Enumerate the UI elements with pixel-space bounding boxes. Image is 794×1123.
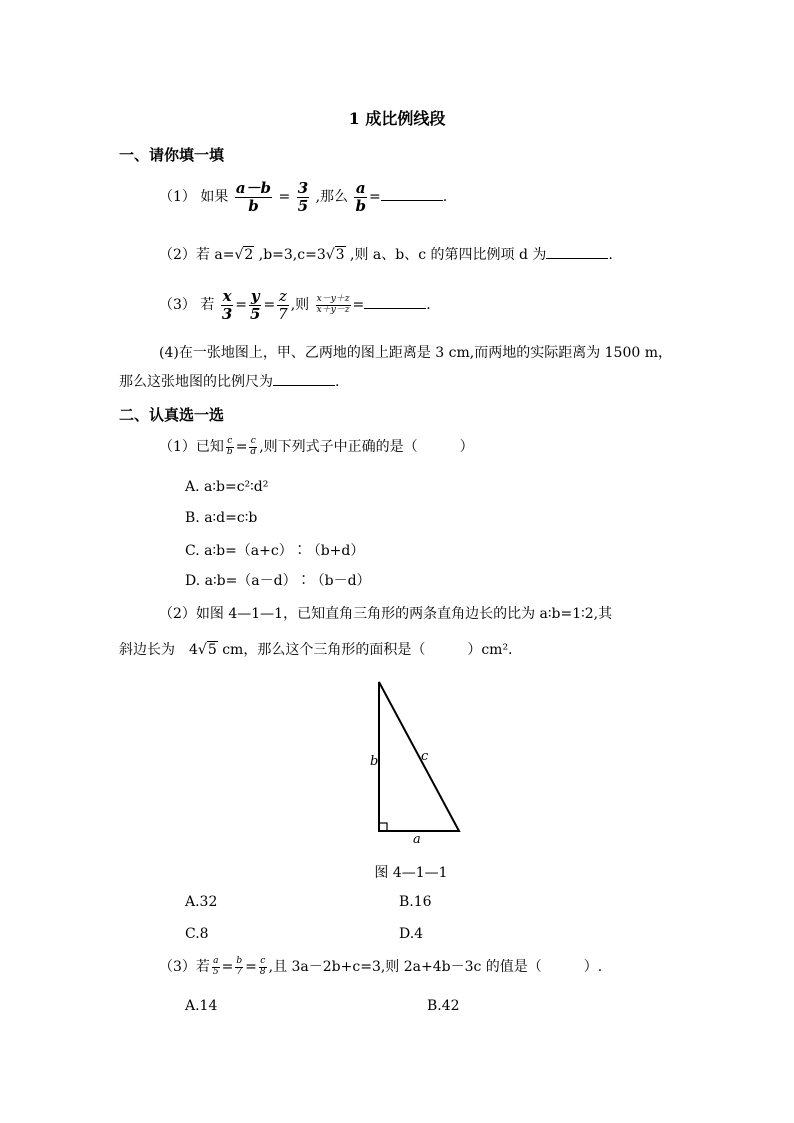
- option-b[interactable]: B. a∶d=c∶b: [185, 510, 258, 526]
- question-text: 已知: [195, 439, 224, 455]
- radicand: 5: [207, 642, 217, 658]
- fraction-denominator: 7: [236, 966, 243, 977]
- fraction: [259, 957, 267, 978]
- question-text: (4)在一张地图上，甲、乙两地的图上距离是 3 cm,而两地的实际距离为 1500 m，那么这张地图的比例尺为: [119, 345, 673, 390]
- question-number: （1）: [159, 189, 196, 205]
- option-c[interactable]: C.8: [185, 926, 209, 942]
- figure-caption: 图 4—1—1: [374, 865, 448, 881]
- fraction-denominator: b: [355, 196, 366, 215]
- option-b[interactable]: B.16: [399, 894, 432, 910]
- period: .: [608, 247, 613, 263]
- fraction-numerator: a－b: [235, 179, 272, 197]
- radicand: 3: [335, 247, 345, 263]
- fraction-numerator: x－y＋z: [316, 293, 350, 304]
- fraction-denominator: b: [248, 196, 259, 215]
- fraction-denominator: 8: [259, 966, 266, 977]
- fraction: [235, 180, 272, 214]
- fraction-numerator: c: [227, 435, 233, 446]
- radicand: 2: [244, 247, 254, 263]
- fraction-denominator: 7: [278, 304, 288, 323]
- equals-sign: =: [278, 189, 291, 205]
- question-text: ,则: [290, 297, 310, 313]
- question-choice-2-cont: [119, 639, 513, 659]
- fraction-denominator: 5: [297, 196, 309, 215]
- fraction-numerator: a: [355, 179, 366, 197]
- fraction: [221, 288, 233, 322]
- question-text: 若: [200, 297, 215, 313]
- question-text: 如果: [200, 189, 229, 205]
- fraction-numerator: a: [213, 955, 219, 966]
- right-triangle-figure: [360, 676, 470, 846]
- question-number: （1）: [159, 439, 196, 455]
- side-label-c: c: [421, 749, 429, 764]
- period: .: [442, 189, 448, 205]
- question-number: （3）: [159, 959, 196, 975]
- fraction-numerator: c: [250, 435, 256, 446]
- question-text: 若: [195, 959, 210, 975]
- option-a[interactable]: A. a∶b=c²∶d²: [185, 479, 269, 495]
- equals-sign: =: [352, 297, 365, 313]
- option-b[interactable]: B.42: [427, 998, 460, 1014]
- question-text: ,则 a、b、c 的第四比例项 d 为: [345, 247, 547, 263]
- answer-blank[interactable]: [273, 373, 335, 386]
- question-fill-3: （3） 若 $\frac{x}{3}$ = $\frac{y}{5}$ = $\frac{z}{7}$ ,则 $\frac{x-y+z}{x+y-z}$ = .: [159, 287, 431, 323]
- question-fill-1: [159, 180, 447, 214]
- section-heading-choice: 二、认真选一选: [119, 406, 225, 424]
- question-text: ,b=3,c=3: [254, 247, 326, 263]
- period: .: [335, 374, 340, 390]
- option-d[interactable]: D. a∶b=（a－d）∶（b－d）: [185, 573, 371, 589]
- fraction-numerator: 3: [297, 179, 309, 197]
- fraction-denominator: b: [226, 446, 233, 457]
- option-a[interactable]: A.14: [185, 998, 218, 1014]
- answer-blank[interactable]: [546, 246, 608, 259]
- option-c[interactable]: C. a∶b=（a+c）∶（b+d）: [185, 543, 365, 559]
- question-number: （2）: [159, 247, 196, 263]
- fraction-denominator: 5: [212, 966, 219, 977]
- fraction-numerator: b: [236, 955, 243, 966]
- answer-blank[interactable]: [381, 188, 443, 201]
- question-text: 斜边长为 4: [119, 642, 198, 658]
- fraction: [249, 437, 257, 458]
- fraction: [235, 957, 243, 978]
- fraction-numerator: c: [260, 955, 266, 966]
- fraction: [249, 288, 261, 322]
- fraction-numerator: x: [222, 287, 232, 305]
- question-text: 若 a=: [195, 247, 235, 263]
- side-label-b: b: [370, 754, 379, 769]
- question-text: ,那么: [315, 189, 349, 205]
- option-d[interactable]: D.4: [399, 926, 424, 942]
- question-fill-2: [159, 244, 613, 264]
- page-title: 1 成比例线段: [348, 109, 446, 128]
- equals-sign: =: [368, 189, 381, 205]
- triangle-outline: [379, 682, 459, 831]
- fraction: [354, 180, 367, 214]
- question-text: ,则下列式子中正确的是（ ）: [259, 439, 474, 455]
- question-fill-4: [119, 339, 679, 397]
- sqrt-sign: √: [234, 247, 244, 263]
- fraction-numerator: z: [278, 287, 287, 305]
- answer-blank[interactable]: [364, 296, 426, 309]
- fraction: [277, 288, 289, 322]
- fraction: [226, 437, 234, 458]
- option-a[interactable]: A.32: [185, 894, 218, 910]
- period: .: [426, 297, 431, 313]
- question-choice-2: （2）如图 4—1—1，已知直角三角形的两条直角边长的比为 a∶b=1∶2,其: [159, 606, 613, 622]
- fraction-denominator: 5: [250, 304, 261, 323]
- fraction-numerator: y: [250, 287, 260, 305]
- fraction-denominator: x＋y－z: [316, 304, 350, 315]
- fraction: [316, 295, 351, 316]
- question-choice-3: （3）若 $\frac{a}{5}$ = $\frac{b}{7}$ = $\frac{c}{8}$ ,且 3a－2b+c=3,则 2a+4b－3c 的值是（ ）.: [159, 955, 603, 977]
- section-heading-fill: 一、请你填一填: [119, 146, 225, 164]
- question-text: ,且 3a－2b+c=3,则 2a+4b－3c 的值是（ ）.: [268, 959, 603, 975]
- question-text: cm，那么这个三角形的面积是（ ）cm².: [217, 642, 513, 658]
- question-number: （3）: [159, 297, 196, 313]
- question-choice-1: （1）已知 $\frac{c}{b}$ = $\frac{c}{d}$ ,则下列式子中正确的是（ ）: [159, 435, 474, 457]
- sqrt-sign: √: [325, 247, 335, 263]
- fraction-denominator: d: [250, 446, 257, 457]
- fraction: [297, 180, 309, 214]
- sqrt-sign: √: [197, 642, 207, 658]
- side-label-a: a: [413, 832, 421, 846]
- fraction: [212, 957, 220, 978]
- fraction-denominator: 3: [221, 304, 233, 323]
- right-angle-mark: [379, 823, 387, 831]
